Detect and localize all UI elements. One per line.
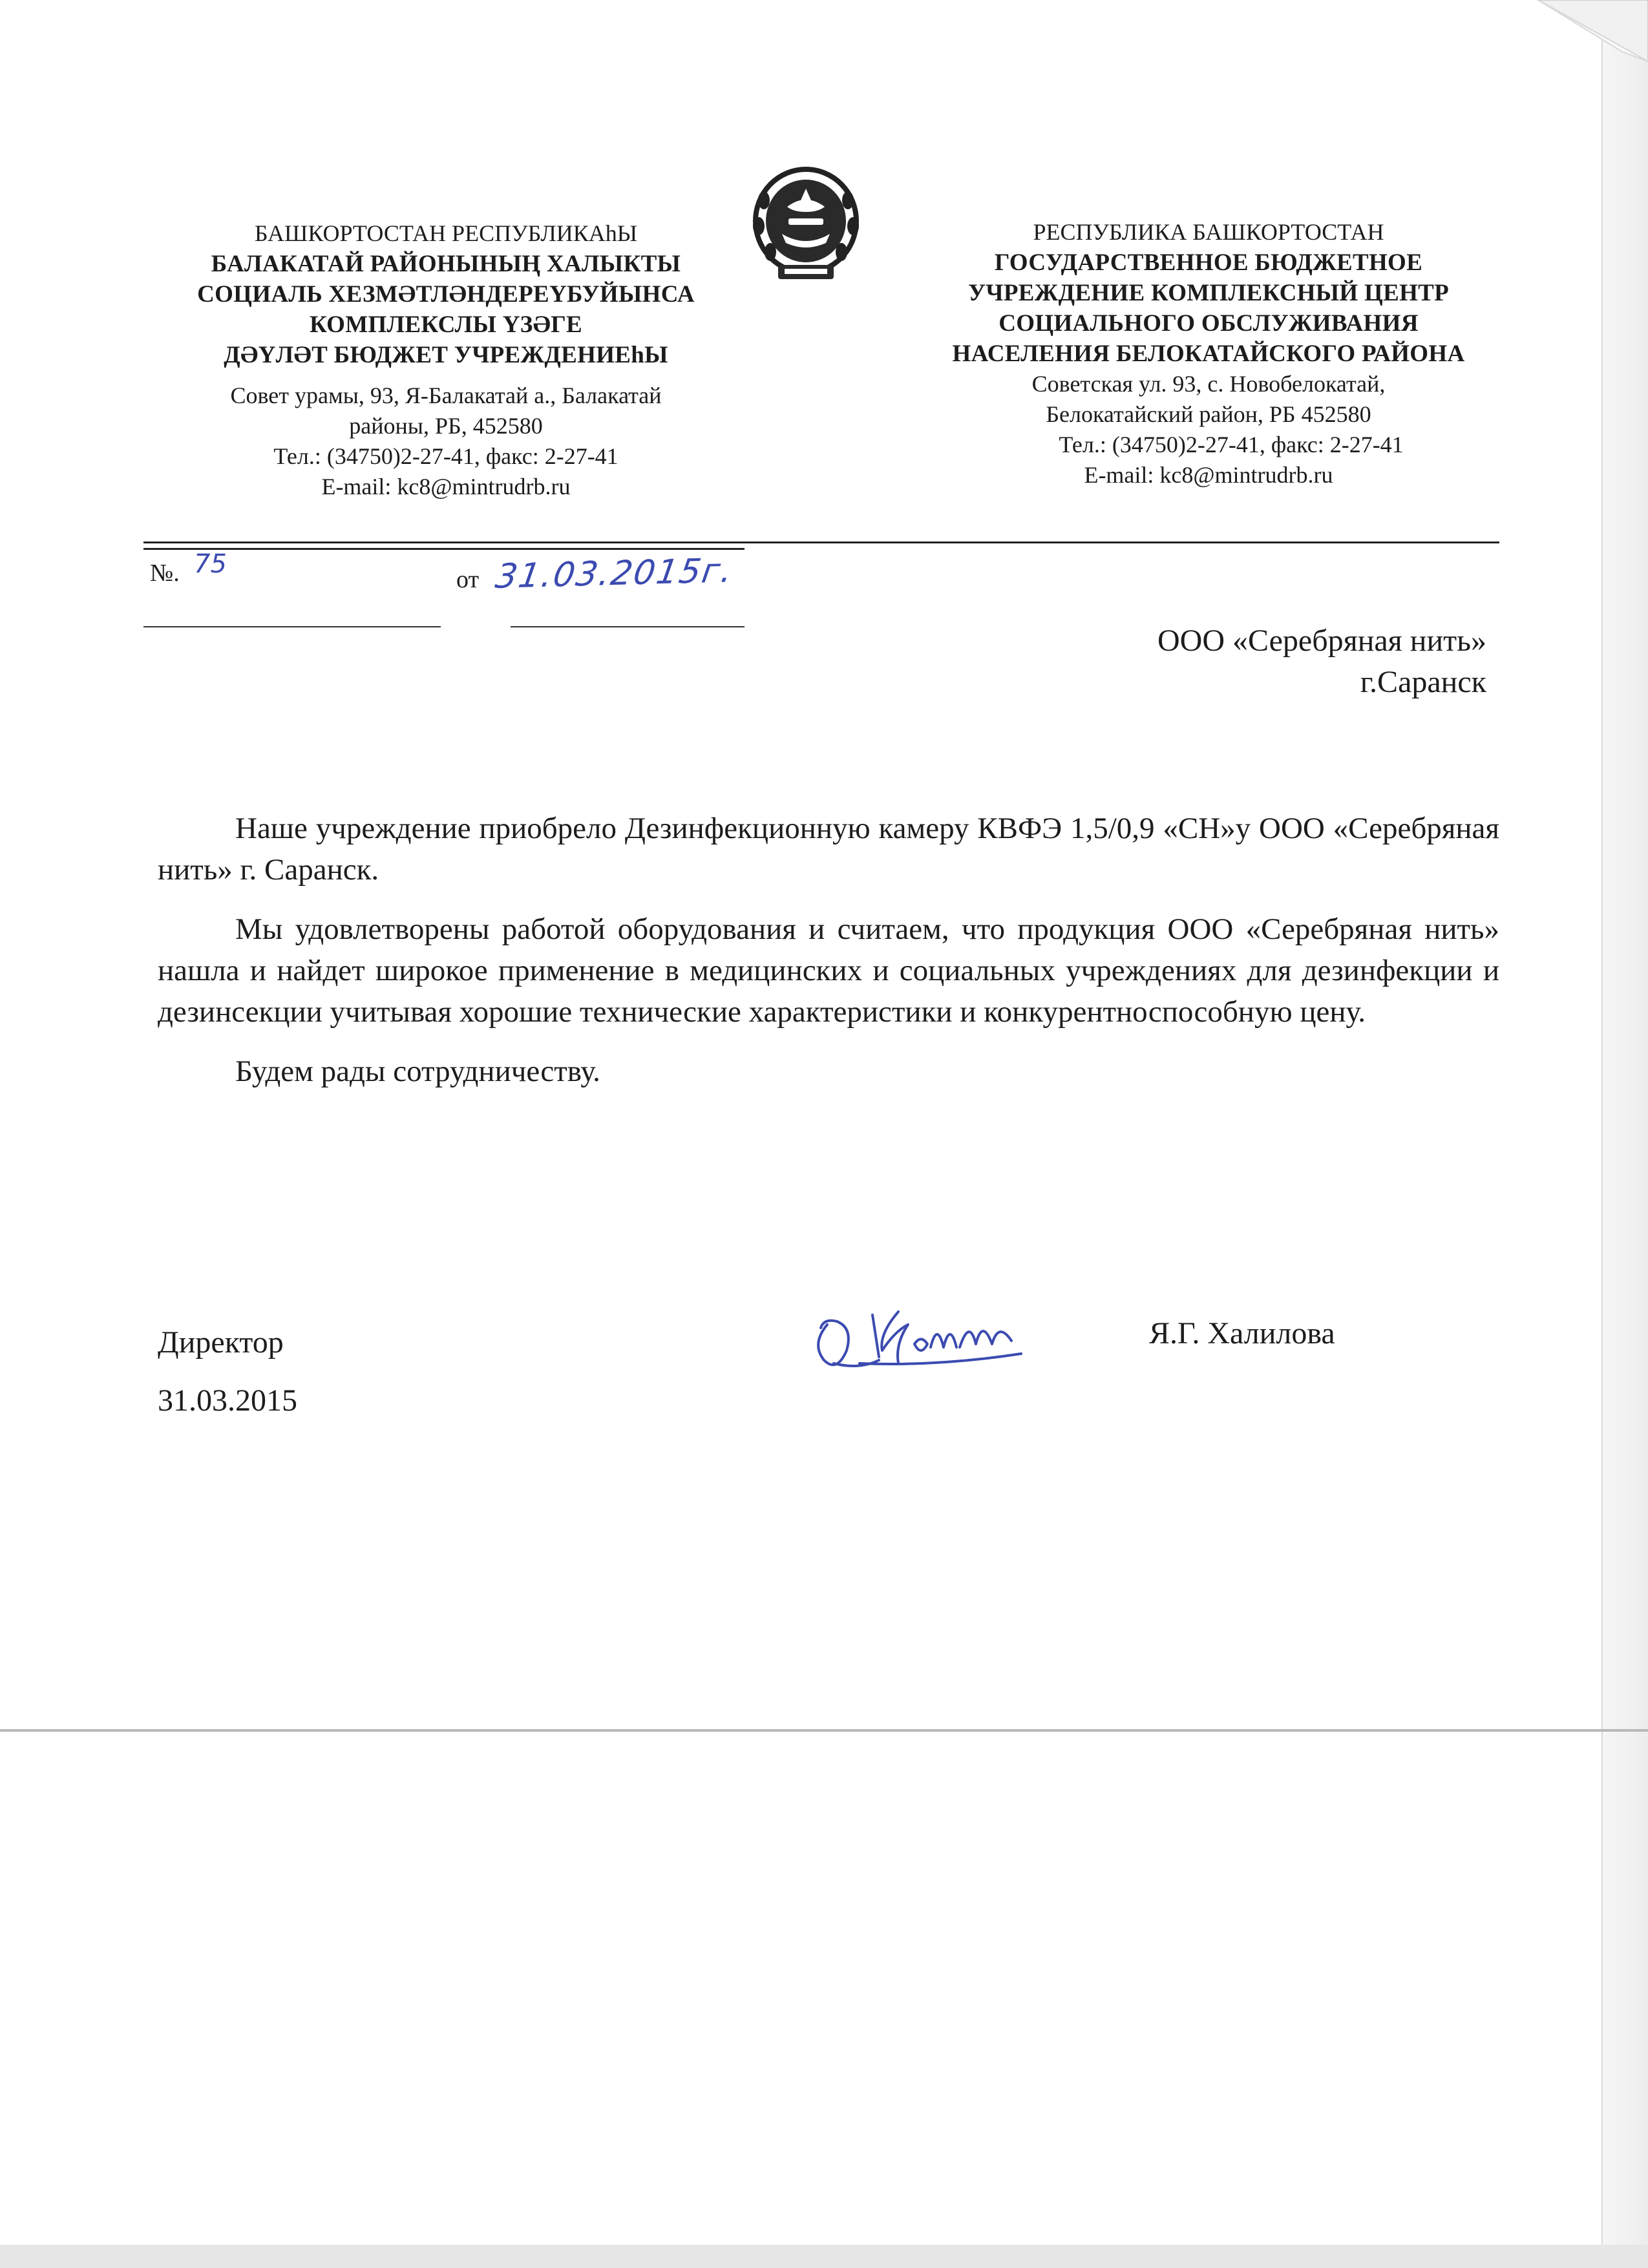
header-right-country: РЕСПУБЛИКА БАШКОРТОСТАН: [1033, 219, 1384, 245]
header-left-phone: Тел.: (34750)2-27-41, факс: 2-27-41: [273, 443, 618, 469]
addressee-company: ООО «Серебряная нить»: [1157, 624, 1486, 658]
header-left-org-line3: КОМПЛЕКСЛЫ ҮЗӘГЕ: [309, 311, 583, 338]
handwritten-signature: [801, 1286, 1034, 1383]
body-paragraph-3: Будем рады сотрудничеству.: [235, 1055, 600, 1088]
header-right-org-line1: ГОСУДАРСТВЕННОЕ БЮДЖЕТНОЕ: [994, 249, 1423, 276]
addressee: [905, 620, 1486, 703]
date-underline: [511, 626, 745, 627]
header-left-addr-line1: Совет урамы, 93, Я-Балакатай а., Балакатай: [230, 383, 662, 408]
header-right: [872, 217, 1545, 490]
signer-position: Директор: [158, 1325, 284, 1360]
emblem-icon: [748, 162, 863, 288]
body-paragraph-2: Мы удовлетворены работой оборудования и считаем, что продукция ООО «Серебряная нить» нашла и найдет широкое применение в медицинских и социальных учреждениях для дезинфекции и дезинсекции учитывая хорошие технические характеристики и конкурентноспособную цену.: [158, 912, 1499, 1029]
number-handwritten: 75: [194, 549, 227, 579]
header-left-org-line4: ДӘҮЛӘТ БЮДЖЕТ УЧРЕЖДЕНИЕhЫ: [224, 342, 668, 368]
header-left-country: БАШКОРТОСТАН РЕСПУБЛИКАhЫ: [254, 220, 638, 246]
header-right-addr-line1: Советская ул. 93, с. Новобелокатай,: [1031, 371, 1386, 397]
header-left-org-line2: СОЦИАЛЬ ХЕЗМӘТЛӘНДЕРЕҮБУЙЫНСА: [197, 281, 695, 308]
header-left-addr-line2: районы, РБ, 452580: [349, 413, 543, 439]
letter-body: [158, 808, 1499, 1110]
from-label: от: [456, 566, 480, 593]
body-paragraph-1: Наше учреждение приобрело Дезинфекционную камеру КВФЭ 1,5/0,9 «СН»у ООО «Серебряная нить» г. Саранск.: [158, 812, 1499, 887]
header-right-phone: Тел.: (34750)2-27-41, факс: 2-27-41: [1059, 432, 1404, 457]
number-label: №.: [150, 560, 180, 587]
number-underline: [143, 626, 441, 627]
signature-date: 31.03.2015: [158, 1383, 297, 1418]
scan-margin-right: [1601, 0, 1648, 2268]
scan-edge-line: [0, 1729, 1648, 1732]
signer-name: Я.Г. Халилова: [1149, 1316, 1335, 1350]
header-right-org-line2: УЧРЕЖДЕНИЕ КОМПЛЕКСНЫЙ ЦЕНТР: [967, 280, 1450, 306]
date-handwritten: 31.03.2015г.: [492, 551, 736, 596]
header-right-addr-line2: Белокатайский район, РБ 452580: [1046, 401, 1371, 427]
header-left-address: [155, 381, 737, 502]
scan-margin-bottom: [0, 2245, 1648, 2268]
header-left-email: E-mail: kc8@mintrudrb.ru: [321, 474, 571, 499]
header-right-email: E-mail: kc8@mintrudrb.ru: [1084, 462, 1333, 488]
addressee-city: г.Саранск: [1360, 665, 1486, 699]
folded-corner: [1525, 0, 1648, 97]
header-right-org-line4: НАСЕЛЕНИЯ БЕЛОКАТАЙСКОГО РАЙОНА: [952, 341, 1465, 367]
header-left-org-line1: БАЛАКАТАЙ РАЙОНЫНЫҢ ХАЛЫКТЫ: [211, 251, 681, 277]
header-divider: [143, 541, 1499, 543]
header-left: [155, 218, 737, 502]
header-right-address: [872, 369, 1545, 490]
header-right-org-line3: СОЦИАЛЬНОГО ОБСЛУЖИВАНИЯ: [998, 310, 1419, 337]
header-divider-short: [143, 548, 745, 550]
